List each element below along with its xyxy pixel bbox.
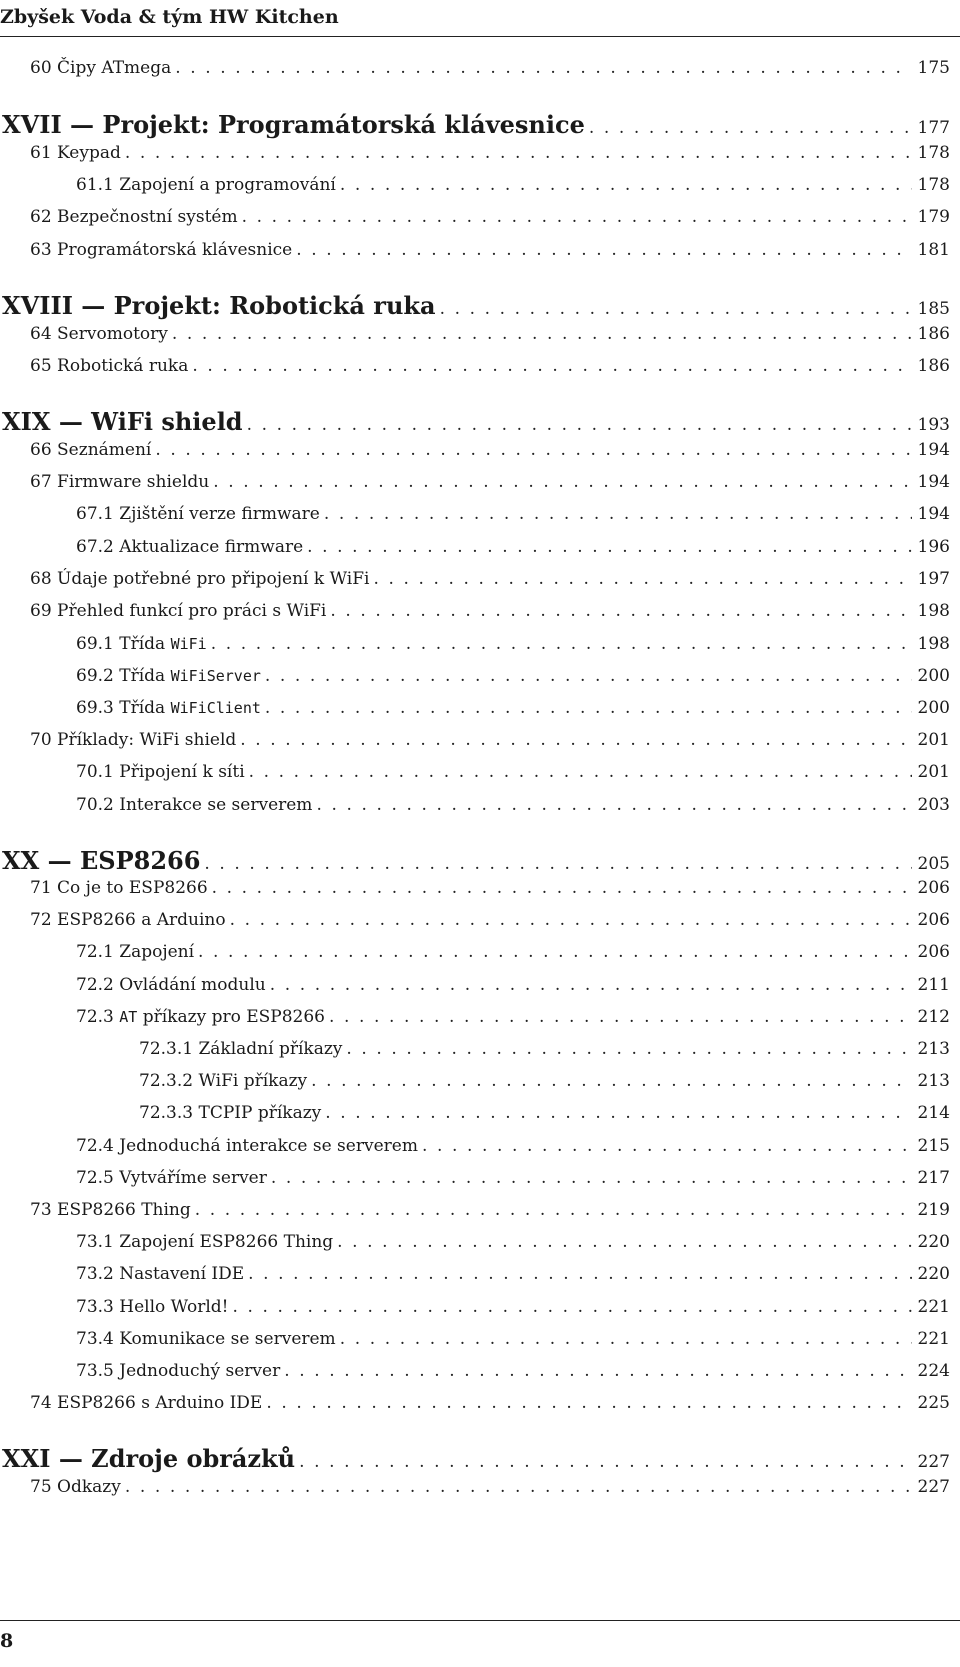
toc-page-number: 193	[917, 415, 950, 435]
toc-entry-title	[139, 1071, 307, 1091]
toc-entry-title	[2, 291, 436, 320]
toc-entry-text: 72.4 Jednoduchá interakce se serverem	[76, 1136, 418, 1156]
toc-page-number: 203	[917, 795, 950, 815]
toc-entry[interactable]	[30, 1200, 950, 1220]
toc-entry-title	[2, 407, 243, 436]
toc-entry[interactable]	[76, 1136, 950, 1156]
toc-entry[interactable]	[30, 601, 950, 621]
toc-entry[interactable]	[139, 1103, 950, 1123]
toc-page-number: 186	[917, 356, 950, 376]
toc-entry[interactable]	[30, 910, 950, 930]
footer-rule	[0, 1620, 960, 1621]
dot-leader	[329, 1007, 912, 1027]
toc-entry[interactable]	[30, 472, 950, 492]
toc-entry-text: 68 Údaje potřebné pro připojení k WiFi	[30, 569, 370, 589]
toc-page-number: 194	[917, 504, 950, 524]
dot-leader	[440, 299, 912, 319]
toc-entry-title	[30, 472, 209, 492]
toc-entry-title	[76, 762, 245, 782]
toc-entry-code: WiFiServer	[170, 667, 261, 685]
toc-entry-text: 72.3.1 Základní příkazy	[139, 1039, 343, 1059]
toc-page-number: 212	[917, 1007, 950, 1027]
toc-entry-title	[139, 1039, 342, 1059]
toc-page-number: 196	[917, 537, 950, 557]
dot-leader	[192, 356, 911, 376]
dot-leader	[422, 1136, 912, 1156]
toc-entry-title	[30, 1393, 262, 1413]
toc-entry-title	[76, 975, 266, 995]
toc-page-number: 213	[917, 1071, 950, 1091]
toc-entry-text: 67.1 Zjištění verze firmware	[76, 504, 320, 524]
toc-page-number: 214	[917, 1103, 950, 1123]
dot-leader	[240, 730, 911, 750]
dot-leader	[340, 1329, 912, 1349]
toc-entry-text: 64 Servomotory	[30, 324, 168, 344]
toc-entry-title	[30, 569, 369, 589]
toc-entry-text: 69 Přehled funkcí pro práci s WiFi	[30, 601, 327, 621]
toc-entry-text: 75 Odkazy	[30, 1477, 121, 1497]
toc-page-number: 179	[917, 207, 950, 227]
toc-entry-text: 71 Co je to ESP8266	[30, 878, 208, 898]
toc-entry-text: 73.3 Hello World!	[76, 1297, 229, 1317]
toc-entry-title	[30, 1477, 121, 1497]
toc-entry-title	[76, 175, 336, 195]
dot-leader	[265, 666, 912, 686]
dot-leader	[172, 324, 912, 344]
toc-entry-text: 60 Čipy ATmega	[30, 58, 172, 78]
toc-page-number: 197	[917, 569, 950, 589]
dot-leader	[125, 1477, 912, 1497]
toc-entry-text: 73 ESP8266 Thing	[30, 1200, 191, 1220]
toc-entry-text: 67 Firmware shieldu	[30, 472, 210, 492]
toc-page-number: 221	[917, 1297, 950, 1317]
toc-page-number: 206	[917, 942, 950, 962]
toc-page-number: 185	[917, 299, 950, 319]
dot-leader	[125, 143, 912, 163]
toc-entry[interactable]	[76, 1329, 950, 1349]
toc-entry-title	[139, 1103, 321, 1123]
toc-page-number: 213	[917, 1039, 950, 1059]
toc-entry[interactable]	[30, 1393, 950, 1413]
toc-page-number: 215	[917, 1136, 950, 1156]
toc-entry-title	[76, 1329, 336, 1349]
dot-leader	[373, 569, 911, 589]
dot-leader	[340, 175, 912, 195]
dot-leader	[211, 634, 912, 654]
toc-entry[interactable]	[76, 762, 950, 782]
toc-page-number: 225	[917, 1393, 950, 1413]
toc-page-number: 181	[917, 240, 950, 260]
toc-entry-title	[30, 143, 121, 163]
toc-entry-title	[76, 666, 261, 686]
toc-entry-title	[76, 504, 320, 524]
toc-page-number: 221	[917, 1329, 950, 1349]
toc-page-number: 224	[917, 1361, 950, 1381]
toc-page-number: 220	[917, 1264, 950, 1284]
toc-entry-text: 69.3 Třída	[76, 698, 171, 718]
toc-entry-title	[76, 1232, 333, 1252]
toc-entry[interactable]	[76, 1361, 950, 1381]
toc-entry-title	[76, 1136, 418, 1156]
toc-entry-title	[30, 878, 208, 898]
toc-entry-title	[30, 1200, 191, 1220]
toc-entry-text: 61.1 Zapojení a programování	[76, 175, 336, 195]
toc-page-number: 201	[917, 762, 950, 782]
toc-entry[interactable]	[30, 240, 950, 260]
toc-page-number: 194	[917, 472, 950, 492]
toc-entry-title	[76, 1297, 229, 1317]
toc-entry-title	[30, 207, 238, 227]
dot-leader	[299, 1452, 911, 1472]
toc-entry-title	[76, 1007, 325, 1027]
toc-entry-text: 72 ESP8266 a Arduino	[30, 910, 226, 930]
dot-leader	[247, 415, 912, 435]
toc-page-number: 206	[917, 878, 950, 898]
toc-page-number: 211	[917, 975, 950, 995]
toc-entry[interactable]	[76, 795, 950, 815]
toc-page-number: 217	[917, 1168, 950, 1188]
header-rule	[0, 36, 960, 37]
toc-entry[interactable]	[30, 569, 950, 589]
toc-entry-text: 73.5 Jednoduchý server	[76, 1361, 281, 1381]
dot-leader	[233, 1297, 912, 1317]
toc-entry[interactable]	[76, 1232, 950, 1252]
toc-page-number: 186	[917, 324, 950, 344]
toc-entry[interactable]	[76, 975, 950, 995]
toc-part-entry[interactable]	[2, 407, 950, 436]
toc-page-number: 177	[917, 118, 950, 138]
dot-leader	[271, 1168, 912, 1188]
toc-entry-text: 69.2 Třída	[76, 666, 171, 686]
toc-entry-title	[76, 795, 312, 815]
dot-leader	[248, 1264, 911, 1284]
dot-leader	[311, 1071, 911, 1091]
toc-entry[interactable]	[139, 1039, 950, 1059]
toc-entry-text: 73.2 Nastavení IDE	[76, 1264, 245, 1284]
toc-entry-text: 72.3.2 WiFi příkazy	[139, 1071, 308, 1091]
toc-entry[interactable]	[30, 878, 950, 898]
toc-page-number: 178	[917, 143, 950, 163]
toc-entry-title	[76, 537, 303, 557]
toc-entry[interactable]	[30, 356, 950, 376]
toc-entry-text: 63 Programátorská klávesnice	[30, 240, 293, 260]
toc-entry-code: WiFiClient	[170, 699, 261, 717]
toc-entry-title	[76, 634, 207, 654]
toc-entry-title	[2, 110, 585, 139]
toc-entry[interactable]	[76, 504, 950, 524]
toc-entry-text: XX — ESP8266	[2, 846, 201, 875]
dot-leader	[266, 1393, 911, 1413]
dot-leader	[195, 1200, 912, 1220]
toc-page-number: 194	[917, 440, 950, 460]
toc-page-number: 205	[917, 854, 950, 874]
dot-leader	[324, 504, 912, 524]
dot-leader	[296, 240, 911, 260]
toc-entry-text: 72.3	[76, 1007, 120, 1027]
toc-entry[interactable]	[30, 440, 950, 460]
toc-part-entry[interactable]	[2, 110, 950, 139]
dot-leader	[346, 1039, 911, 1059]
toc-entry[interactable]	[76, 634, 950, 654]
dot-leader	[230, 910, 912, 930]
toc-entry-text-suffix: příkazy pro ESP8266	[137, 1007, 325, 1027]
toc-entry[interactable]	[76, 666, 950, 686]
dot-leader	[204, 854, 911, 874]
toc-entry[interactable]	[76, 537, 950, 557]
toc-entry-title	[30, 910, 226, 930]
toc-page-number: 220	[917, 1232, 950, 1252]
toc-entry-text: XIX — WiFi shield	[2, 407, 243, 436]
toc-entry-text: 73.4 Komunikace se serverem	[76, 1329, 336, 1349]
toc-entry[interactable]	[76, 698, 950, 718]
toc-entry-text: XXI — Zdroje obrázků	[2, 1444, 296, 1473]
toc-entry[interactable]	[30, 207, 950, 227]
dot-leader	[265, 698, 912, 718]
dot-leader	[198, 942, 912, 962]
toc-part-entry[interactable]	[2, 291, 950, 320]
toc-entry-text: 62 Bezpečnostní systém	[30, 207, 238, 227]
toc-entry-text: 73.1 Zapojení ESP8266 Thing	[76, 1232, 334, 1252]
toc-entry[interactable]	[76, 942, 950, 962]
toc-page-number: 198	[917, 601, 950, 621]
toc-entry-title	[76, 1264, 244, 1284]
toc-entry-title	[30, 240, 292, 260]
toc-page-number: 227	[917, 1477, 950, 1497]
dot-leader	[249, 762, 912, 782]
toc-entry-title	[30, 324, 168, 344]
toc-entry-text: XVII — Projekt: Programátorská klávesnice	[2, 110, 585, 139]
dot-leader	[589, 118, 912, 138]
toc-entry[interactable]	[30, 730, 950, 750]
dot-leader	[242, 207, 912, 227]
toc-entry-title	[30, 356, 188, 376]
toc-entry-title	[76, 698, 261, 718]
toc-entry-text: 70 Příklady: WiFi shield	[30, 730, 237, 750]
toc-entry-title	[2, 846, 200, 875]
toc-entry[interactable]	[76, 175, 950, 195]
toc-page-number: 198	[917, 634, 950, 654]
toc-page-number: 201	[917, 730, 950, 750]
toc-entry-text: 72.5 Vytváříme server	[76, 1168, 267, 1188]
toc-entry[interactable]	[30, 143, 950, 163]
toc-entry[interactable]	[139, 1071, 950, 1091]
toc-page-number: 175	[917, 58, 950, 78]
toc-entry-text: 69.1 Třída	[76, 634, 171, 654]
dot-leader	[175, 58, 911, 78]
toc-entry-text: 72.1 Zapojení	[76, 942, 195, 962]
toc-entry[interactable]	[76, 1168, 950, 1188]
dot-leader	[316, 795, 911, 815]
toc-page-number: 206	[917, 910, 950, 930]
toc-entry-code: AT	[119, 1008, 138, 1026]
toc-entry-text: 70.1 Připojení k síti	[76, 762, 245, 782]
dot-leader	[325, 1103, 911, 1123]
toc-entry[interactable]	[30, 1477, 950, 1497]
toc-page-number: 200	[917, 666, 950, 686]
dot-leader	[337, 1232, 911, 1252]
dot-leader	[155, 440, 911, 460]
toc-entry[interactable]	[30, 58, 950, 78]
dot-leader	[212, 878, 912, 898]
toc-entry-text: 72.3.3 TCPIP příkazy	[139, 1103, 322, 1123]
toc-entry-text: 67.2 Aktualizace firmware	[76, 537, 304, 557]
dot-leader	[270, 975, 912, 995]
toc-page-number: 178	[917, 175, 950, 195]
toc-entry-text: 65 Robotická ruka	[30, 356, 189, 376]
toc-entry-title	[30, 58, 171, 78]
toc-entry-code: WiFi	[170, 635, 207, 653]
toc-entry-text: 74 ESP8266 s Arduino IDE	[30, 1393, 263, 1413]
toc-entry-title	[30, 730, 236, 750]
toc-entry-text: 72.2 Ovládání modulu	[76, 975, 266, 995]
toc-entry[interactable]	[76, 1264, 950, 1284]
dot-leader	[307, 537, 911, 557]
toc-entry-title	[76, 1361, 280, 1381]
toc-entry[interactable]	[76, 1297, 950, 1317]
toc-entry[interactable]	[30, 324, 950, 344]
dot-leader	[330, 601, 911, 621]
dot-leader	[213, 472, 911, 492]
toc-entry-title	[76, 942, 194, 962]
toc-entry-title	[30, 440, 151, 460]
toc-entry-text: 70.2 Interakce se serverem	[76, 795, 313, 815]
toc-entry-text: XVIII — Projekt: Robotická ruka	[2, 291, 436, 320]
running-header: Zbyšek Voda & tým HW Kitchen	[0, 6, 339, 28]
toc-entry-text: 61 Keypad	[30, 143, 121, 163]
toc-entry-title	[30, 601, 326, 621]
page-number: 8	[0, 1630, 14, 1652]
toc-page-number: 227	[917, 1452, 950, 1472]
toc-page-number: 200	[917, 698, 950, 718]
toc-entry[interactable]	[76, 1007, 950, 1027]
toc-entry-title	[2, 1444, 295, 1473]
toc-page-number: 219	[917, 1200, 950, 1220]
toc-entry-title	[76, 1168, 267, 1188]
toc-entry-text: 66 Seznámení	[30, 440, 152, 460]
toc-part-entry[interactable]	[2, 1444, 950, 1473]
dot-leader	[284, 1361, 911, 1381]
toc-part-entry[interactable]	[2, 846, 950, 875]
